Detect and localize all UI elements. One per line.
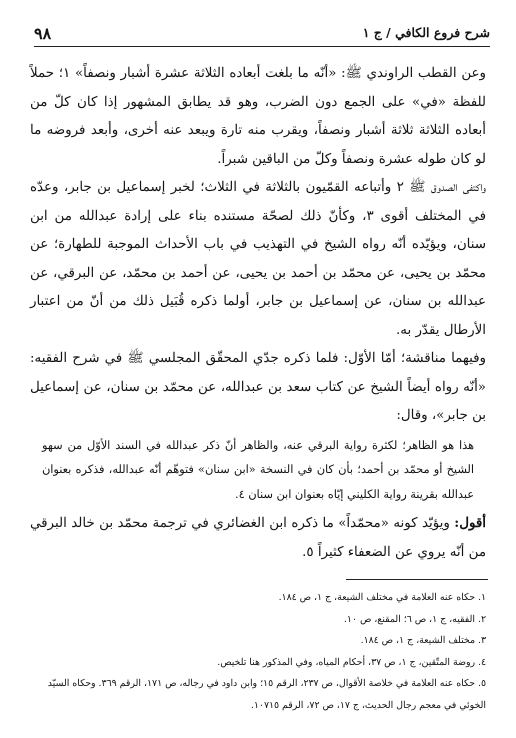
main-text — [30, 60, 486, 567]
paragraph-1: وعن القطب الراوندي ﷺ: «أنّه ما بلغت أبعاده الثلاثة عشرة أشبار ونصفاً» ١؛ حملاً للفظة «في» على الجمع دون الضرب، وهو قد يطابق المشهور إذا كان كلّ من أبعاده الثلاثة ثلاثة أشبار ونصفاً، ويقرب منه تارة ويبعد عنه أخرى، وأبعد فروضه ما لو كان طوله عشرة ونصفاً وكلّ من الباقين شبراً. — [30, 66, 486, 167]
footnote-4: ٤. روضة المتّقين، ج ١، ص ٣٧، أحكام المياه، وفي المذكور هنا تلخيص. — [217, 656, 486, 668]
footnote-2: ٢. الفقيه، ج ١، ص ٦؛ المقنع، ص ١٠. — [343, 613, 486, 625]
block-quote-text: هذا هو الظاهر؛ لكثرة رواية البرقي عنه، والظاهر أنّ ذكر عبدالله في السند الأوّل من سهو الشيخ أو محمّد بن أحمد؛ بأن كان في النسخة «ابن سنان» فتوهّم أنّه عبدالله، فذكره بعنوان عبدالله بقرينة رواية الكليني إيّاه بعنوان ابن سنان ٤. — [42, 438, 474, 501]
footnote-5: ٥. حكاه عنه العلامة في خلاصة الأقوال، ص ٢٣٧، الرقم ١٥؛ وابن داود في رجاله، ص ١٧١، الرقم ٣٦٩. وحكاه السيّد الخوئي في معجم رجال الحديث، ج ١٧، ص ٧٢، الرقم ١٠٧١٥. — [47, 678, 486, 711]
page-number: ٩٨ — [34, 24, 52, 43]
footnote-1: ١. حكاه عنه العلامة في مختلف الشيعة، ج ١، ص ١٨٤. — [278, 592, 486, 603]
footnote-divider — [346, 579, 488, 580]
paragraph-4-text: ويؤيّد كونه «محمّداً» ما ذكره ابن الغضائري في ترجمة محمّد بن خالد البرقي من أنّه يروي عن الضعفاء كثيراً ٥. — [30, 516, 486, 560]
paragraph-3: وفيهما مناقشة؛ أمّا الأوّل: فلما ذكره جدّي المحقّق المجلسي ﷺ في شرح الفقيه: «أنّه رواه أيضاً الشيخ عن كتاب سعد بن عبدالله، عن محمّد بن سنان، عن إسماعيل بن جابر»، وقال: — [30, 351, 486, 423]
paragraph-4 — [30, 509, 486, 567]
footnote-3: ٣. مختلف الشيعة، ج ١، ص ١٨٤. — [360, 635, 486, 646]
footnotes — [34, 587, 486, 716]
block-quote — [42, 434, 474, 508]
paragraph-2: واكتفى الصدوق ﷺ ٢ وأتباعه القمّيون بالثلاثة في الثلاث؛ لخبر إسماعيل بن جابر، وعدّه في المختلف أقوى ٣، وكأنّ ذلك لصحّة مستنده بناء على إرادة عبدالله من ابن سنان، ويؤيّده أنّه رواه الشيخ في التهذيب في باب الأحداث الموجبة للطهارة؛ عن محمّد بن يحيى، عن محمّد بن أحمد بن يحيى، عن أحمد بن محمّد، عن البرقي، عن عبدالله بن سنان، عن إسماعيل بن جابر، أولما ذكره قُبَيل ذلك من أنّ من اعتبار الأرطال يقدّر به. — [30, 180, 487, 338]
paragraph-4-label: أقول: — [454, 515, 486, 531]
page-header — [34, 22, 490, 47]
running-title: شرح فروع الكافي / ج ١ — [362, 25, 490, 40]
